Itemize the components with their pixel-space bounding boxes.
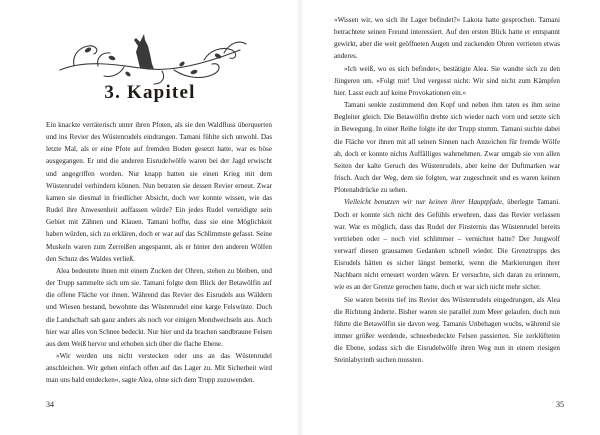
chapter-title: 3. Kapitel xyxy=(104,82,196,103)
paragraph: »Wissen wir, wo sich ihr Lager befindet?« Lakota hatte gesprochen. Tamani betrachtete seinen Freund interessiert. Auf den ersten Blick hatte er entspannt gewirkt, aber die weit geöffneten Augen und zuckenden Ohren verrieten etwas anderes. xyxy=(334,16,560,61)
paragraph: Tamani senkte zustimmend den Kopf und neben ihm taten es ihm seine Begleiter gleich. Die Betawölfin drehte sich wieder nach vorn und setzte sich in Bewegung. In einer Reihe folgte ihr der Trupp stumm. Tamani suchte dabei die Fläche vor ihnen mit all seinen Sinnen nach Anzeichen für fremde Wölfe ab, doch er konnte nichts Auffälliges wahrnehmen. Zwar umgab sie von allen Seiten der kalte Geruch des Wüstenrudels, aber keine der Duftmarken war frisch. Auch der Weg, dem sie folgten, war zugeschneit und es waren keinen Pfotenabdrücke zu sehen. xyxy=(334,101,560,195)
page-number: 34 xyxy=(46,400,54,409)
paragraph: Sie waren bereits tief ins Revier des Wüstenrudels eingedrungen, als Alea die Richtung änderte. Bisher waren sie parallel zum Meer gelaufen, doch nun führte die Betawölfin sie davon weg. Tamanis Unbehagen wuchs, während sie immer größer werdende, schneebedeckte Felsen passierten. Sie zerklüfteten die Ebene, sodass sich die Eisrudelwölfe ihren Weg nun in einem riesigen Steinlabyrinth suchen mussten. xyxy=(334,295,560,365)
left-body-text xyxy=(46,119,272,386)
paragraph: »Ich weiß, wo es sich befindet«, bestätigte Alea. Sie wandte sich zu den Jüngeren um. »Folgt mir! Und vergesst nicht: Wir sind nicht zum Kämpfen hier. Lasst euch auf keine Provokationen ein.« xyxy=(334,64,560,97)
paragraph: Alea bedeutete ihnen mit einem Zucken der Ohren, stehen zu bleiben, und der Trupp sammelte sich um sie. Tamani folgte dem Blick der Betawölfin auf die offene Fläche vor ihnen. Während das Revier des Eisrudels aus Wäldern und Wiesen bestand, bewohnte das Wüstenrudel eine karge Felswüste. Doch die Landschaft sah ganz anders als noch vor einigen Mondwechseln aus. Auch hier war alles von Schnee bedeckt. Nur hier und da brachen sandbraune Felsen aus dem Weiß hervor und erhoben sich über die flache Ebene. xyxy=(46,266,272,348)
paragraph xyxy=(334,196,560,293)
paragraph: Ein knackte verräterisch unter ihren Pfoten, als sie den Waldfluss überquerten und ins Revier des Wüstenrudels eindrangen. Tamani fühlte sich unwohl. Das letzte Mal, als er eine Pfote auf fremden Boden gesetzt hatte, war es böse ausgegangen. Er und die anderen Eisrudelwölfe waren bei der Jagd erwischt und angegriffen worden. Nur knapp hatten sie einen Krieg mit dem Wüstenrudel verhindern können. Nun betraten sie dessen Revier erneut. Zwar kamen sie diesmal in friedlicher Absicht, doch wer konnte wissen, wie das Rudel ihre Anwesenheit auffassen würde? Ein jedes Rudel verteidigte sein Gebiet mit Zähnen und Klauen. Tamani hoffte, dass sie eine Möglichkeit haben würden, sich zu erklären, doch er war auf das Schlimmste gefasst. Seine Muskeln waren zum Zerreißen angespannt, als er hinter den anderen Wölfen den Schutz des Waldes verließ. xyxy=(46,121,272,263)
page-number: 35 xyxy=(556,400,564,409)
inner-thought: Vielleicht benutzen wir nur keinen ihrer Hauptpfade, xyxy=(344,198,504,207)
wolf-branch-ornament xyxy=(54,20,250,88)
right-page xyxy=(300,0,600,435)
paragraph: »Wir werden uns nicht verstecken oder uns an das Wüstenrudel anschleichen. Wir gehen einfach offen auf das Lager zu. Mit Sicherheit wird man uns bald entdecken«, sagte Alea, ohne sich dem Trupp zuzuwenden. xyxy=(46,351,272,385)
thought-continuation: überlegte Tamani. Doch er konnte sich nicht des Gefühls erwehren, dass das Revier verlassen war. War es möglich, dass das Rudel der Finsternis das Wüstenrudel bereits vertrieben oder – noch viel schlimmer – vernichtet hatte? Der Jungwolf verwarf diesen grausamen Gedanken schnell wieder. Die Grenztrupps des Eisrudels hätten es sicher längst bemerkt, wenn die Markierungen ihrer Nachbarn nicht erneuert worden wären. Er versuchte, sich daran zu erinnern, wie es an der Grenze gerochen hatte, doch er war sich nicht mehr sicher. xyxy=(334,198,560,292)
right-body-text xyxy=(334,14,560,367)
